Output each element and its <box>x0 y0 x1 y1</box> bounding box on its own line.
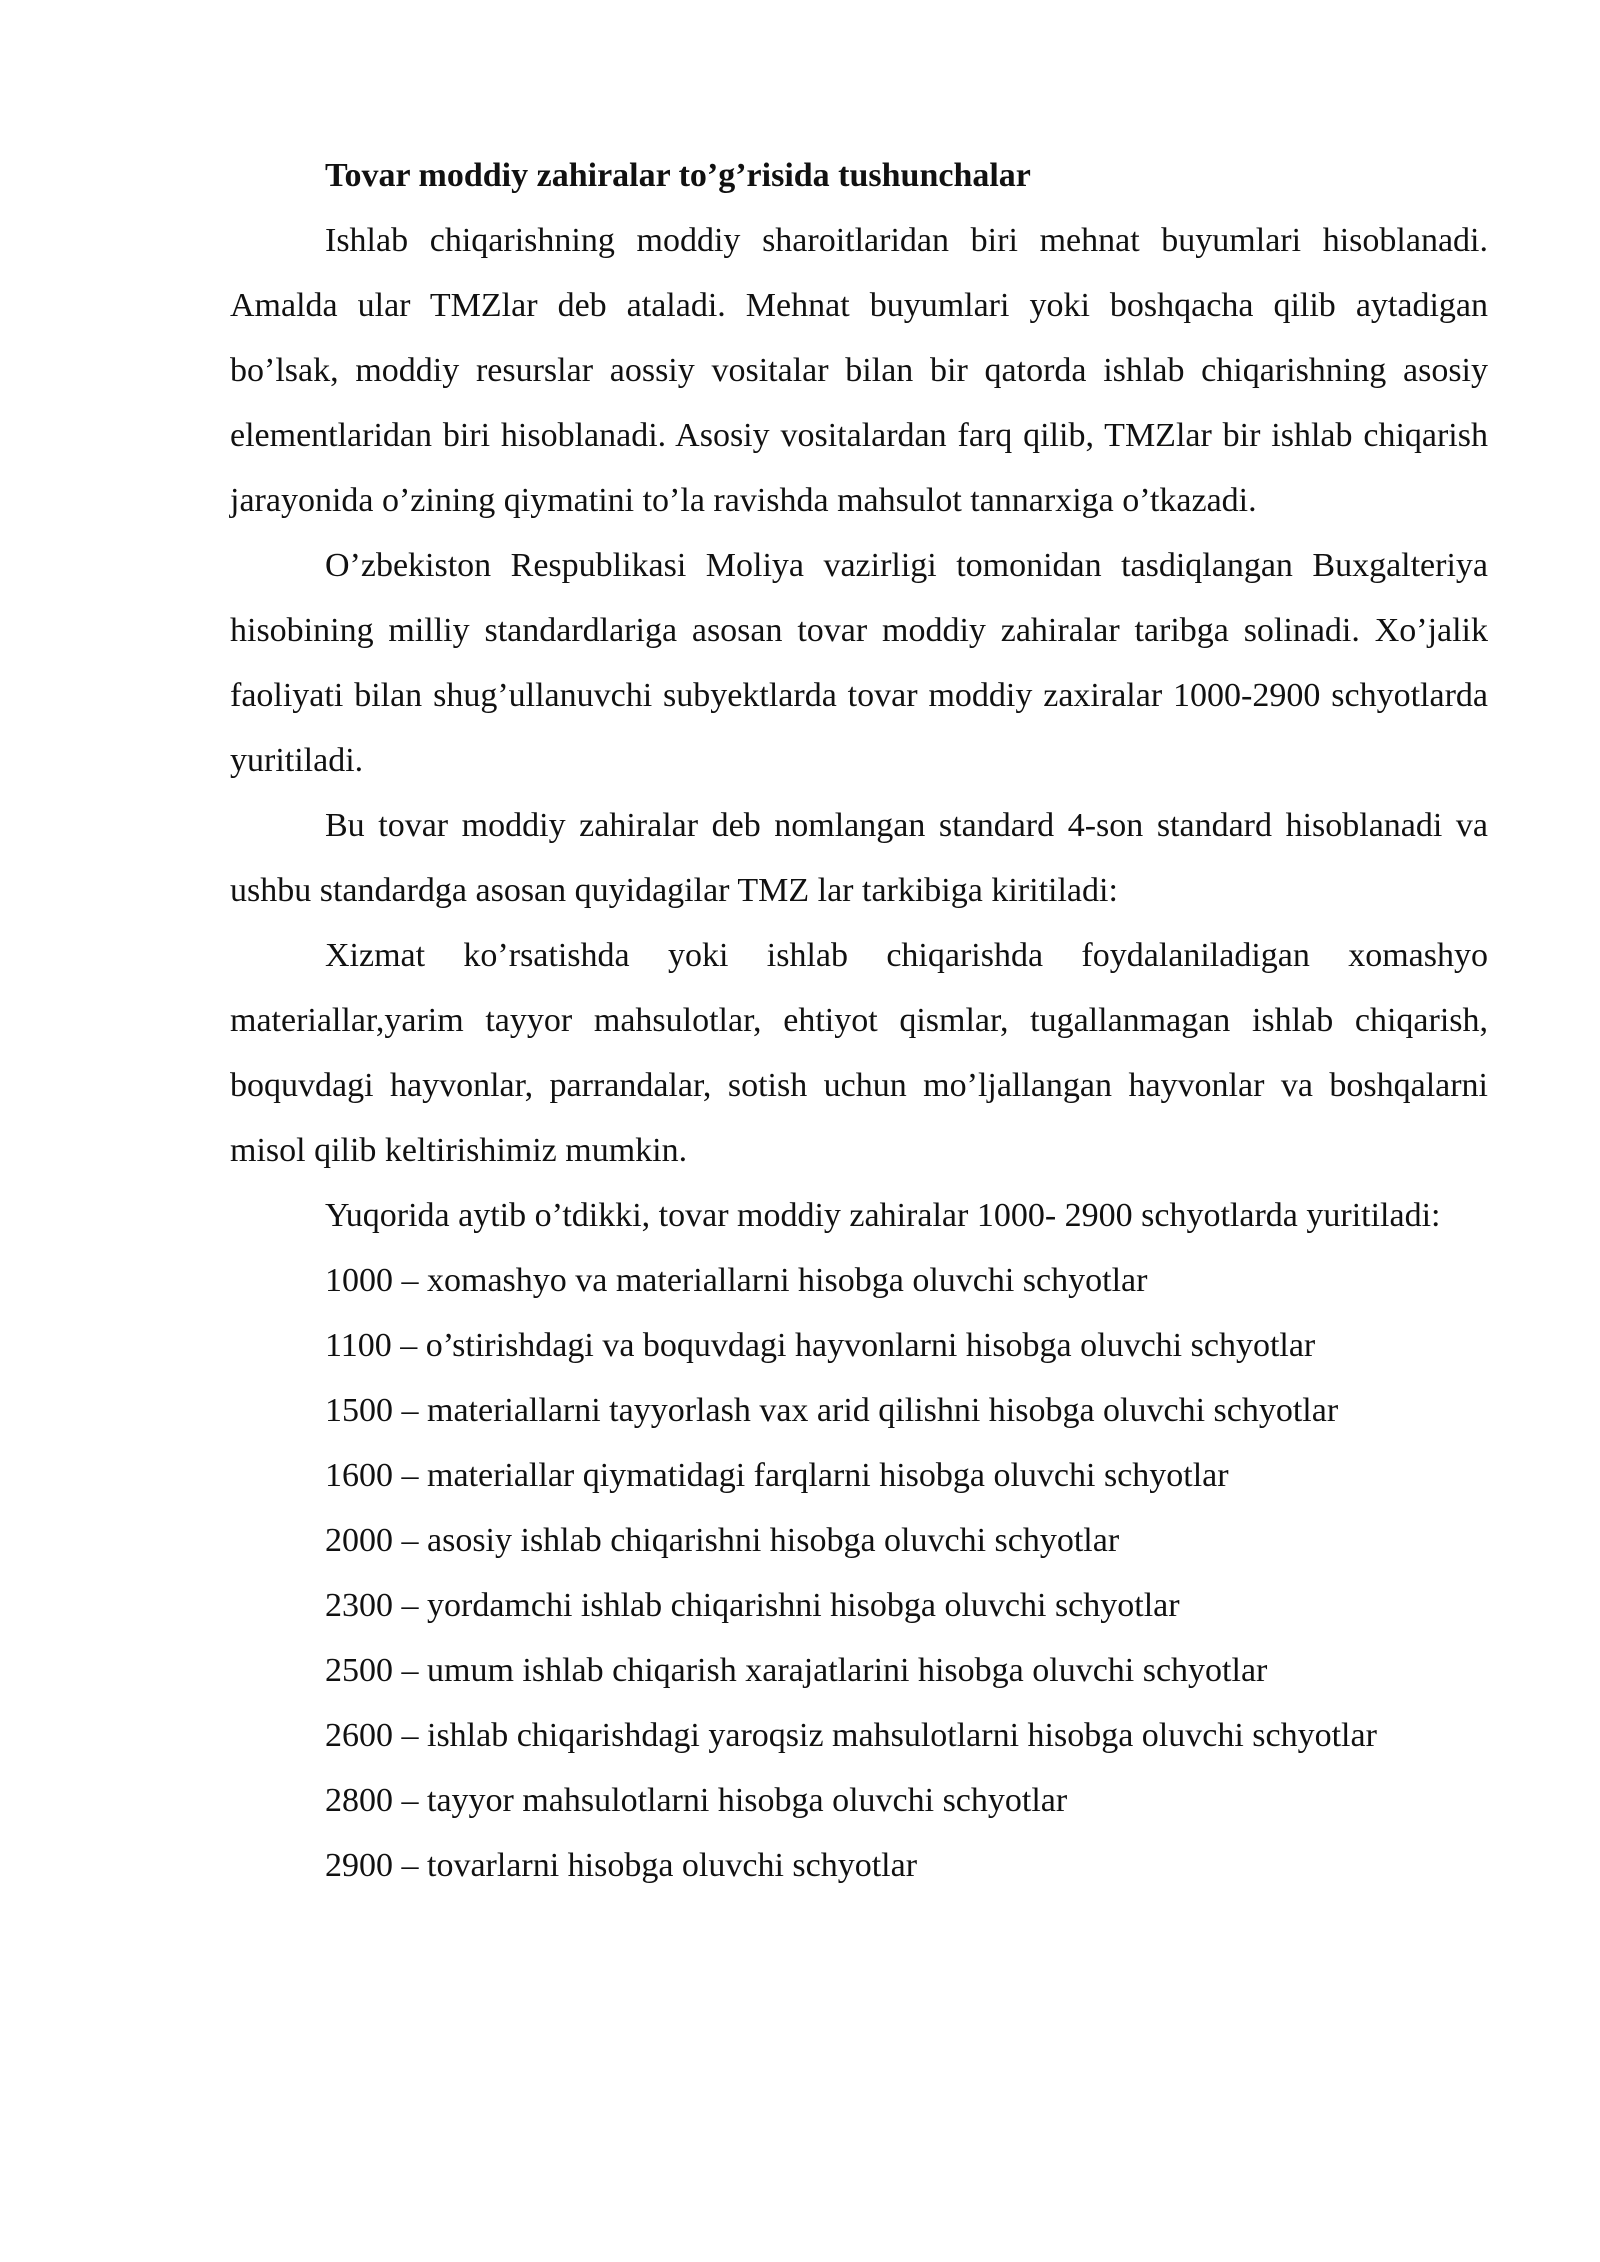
list-item: 2900 – tovarlarni hisobga oluvchi schyotlar <box>325 1847 918 1884</box>
paragraph-standard-4: Bu tovar moddiy zahiralar deb nomlangan standard 4-son standard hisoblanadi va ushbu standardga asosan quyidagilar TMZ lar tarkibiga kiritiladi: <box>230 807 1488 909</box>
list-item: 2800 – tayyor mahsulotlarni hisobga oluvchi schyotlar <box>325 1782 1068 1819</box>
list-item: 1100 – o’stirishdagi va boquvdagi hayvonlarni hisobga oluvchi schyotlar <box>325 1327 1316 1364</box>
list-item: 1000 – xomashyo va materiallarni hisobga oluvchi schyotlar <box>325 1262 1148 1299</box>
accounts-list <box>230 1248 1488 1898</box>
paragraph-standards: O’zbekiston Respublikasi Moliya vazirligi tomonidan tasdiqlangan Buxgalteriya hisobining milliy standardlariga asosan tovar moddiy zahiralar taribga solinadi. Xo’jalik faoliyati bilan shug’ullanuvchi subyektlarda tovar moddiy zaxiralar 1000-2900 schyotlarda yuritiladi. <box>230 547 1488 779</box>
list-item: 2600 – ishlab chiqarishdagi yaroqsiz mahsulotlarni hisobga oluvchi schyotlar <box>325 1717 1377 1754</box>
paragraph-intro: Ishlab chiqarishning moddiy sharoitlaridan biri mehnat buyumlari hisoblanadi. Amalda ular TMZlar deb ataladi. Mehnat buyumlari yoki boshqacha qilib aytadigan bo’lsak, moddiy resurslar aossiy vositalar bilan bir qatorda ishlab chiqarishning asosiy elementlaridan biri hisoblanadi. Asosiy vositalardan farq qilib, TMZlar bir ishlab chiqarish jarayonida o’zining qiymatini to’la ravishda mahsulot tannarxiga o’tkazadi. <box>230 222 1488 519</box>
list-item: 1600 – materiallar qiymatidagi farqlarni hisobga oluvchi schyotlar <box>325 1457 1229 1494</box>
list-item: 2000 – asosiy ishlab chiqarishni hisobga oluvchi schyotlar <box>325 1522 1120 1559</box>
document-page <box>230 143 1488 1898</box>
paragraph-accounts-intro: Yuqorida aytib o’tdikki, tovar moddiy zahiralar 1000- 2900 schyotlarda yuritiladi: <box>325 1197 1441 1234</box>
list-item: 2300 – yordamchi ishlab chiqarishni hisobga oluvchi schyotlar <box>325 1587 1180 1624</box>
list-item: 1500 – materiallarni tayyorlash vax arid qilishni hisobga oluvchi schyotlar <box>325 1392 1339 1429</box>
list-item: 2500 – umum ishlab chiqarish xarajatlarini hisobga oluvchi schyotlar <box>325 1652 1268 1689</box>
document-title: Tovar moddiy zahiralar to’g’risida tushunchalar <box>325 157 1031 194</box>
paragraph-examples: Xizmat ko’rsatishda yoki ishlab chiqarishda foydalaniladigan xomashyo materiallar,yarim tayyor mahsulotlar, ehtiyot qismlar, tugallanmagan ishlab chiqarish, boquvdagi hayvonlar, parrandalar, sotish uchun mo’ljallangan hayvonlar va boshqalarni misol qilib keltirishimiz mumkin. <box>230 937 1488 1169</box>
